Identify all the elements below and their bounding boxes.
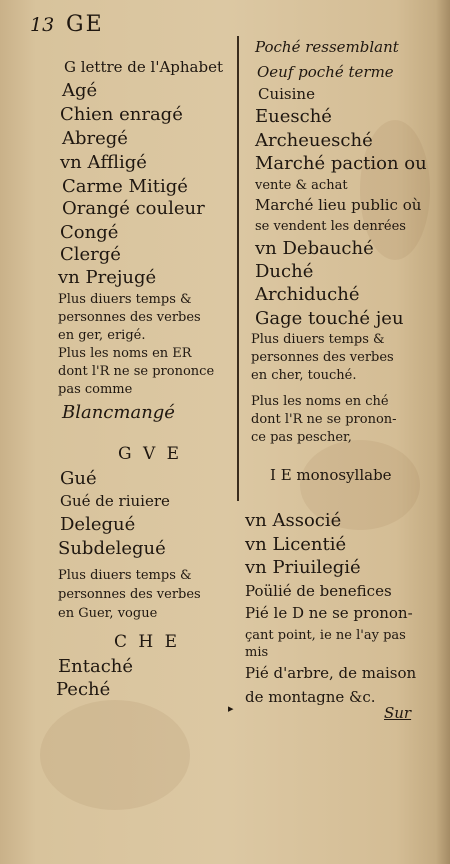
right-line: Marché lieu public où (255, 196, 422, 214)
left-line: Peché (56, 679, 111, 700)
right-line: Duché (255, 261, 314, 282)
right-line: vn Associé (245, 510, 342, 531)
left-line: vn Prejugé (58, 267, 157, 288)
left-line: dont l'R ne se prononce (58, 364, 215, 379)
section-heading: G V E (118, 444, 183, 464)
right-line: Poché ressemblant (255, 38, 399, 56)
left-line: Congé (60, 222, 119, 243)
left-line: Delegué (60, 514, 136, 535)
left-line: en Guer, vogue (58, 606, 158, 621)
right-line: ce pas pescher, (251, 430, 352, 445)
left-line: en ger, erigé. (58, 328, 146, 343)
left-line: Subdelegué (58, 538, 166, 559)
paper-stain (40, 700, 190, 810)
left-line: Agé (62, 80, 98, 101)
right-line: vn Debauché (255, 238, 374, 259)
section-heading: I E monosyllabe (270, 466, 392, 484)
left-line: vn Affligé (60, 152, 147, 173)
right-line: Archeuesché (255, 130, 373, 151)
left-line: Abregé (62, 128, 128, 149)
right-line: personnes des verbes (251, 350, 394, 365)
left-line: Plus diuers temps & (58, 292, 192, 307)
column-divider (237, 36, 239, 501)
right-line: Archiduché (255, 284, 360, 305)
left-line: personnes des verbes (58, 310, 201, 325)
section-heading: C H E (114, 632, 181, 652)
left-line: Blancmangé (62, 402, 175, 423)
left-line: G lettre de l'Aphabet (64, 58, 224, 76)
right-line: en cher, touché. (251, 368, 357, 383)
right-line: Pié d'arbre, de maison (245, 664, 417, 682)
right-line: çant point, ie ne l'ay pas (245, 628, 406, 643)
left-line: Entaché (58, 656, 134, 677)
catchword: Sur (384, 704, 412, 722)
left-line: Orangé couleur (62, 198, 205, 219)
left-line: pas comme (58, 382, 133, 397)
right-line: Oeuf poché terme (257, 63, 394, 81)
right-line: dont l'R ne se pronon- (251, 412, 397, 427)
right-line: Marché paction ou (255, 153, 427, 174)
left-line: Clergé (60, 244, 121, 265)
right-line: vn Licentié (245, 534, 347, 555)
printer-mark-icon: ▸ (228, 702, 234, 715)
right-line: Plus diuers temps & (251, 332, 385, 347)
right-line: vente & achat (255, 178, 348, 193)
right-line: Poülié de benefices (245, 582, 392, 600)
right-line: vn Priuilegié (245, 557, 361, 578)
right-line: Plus les noms en ché (251, 394, 389, 409)
right-line: mis (245, 645, 269, 660)
left-line: Carme Mitigé (62, 176, 188, 197)
right-line: se vendent les denrées (255, 219, 406, 234)
page-number: 13 (30, 14, 55, 36)
right-line: Gage touché jeu (255, 308, 404, 329)
right-line: Pié le D ne se pronon- (245, 604, 413, 622)
left-line: personnes des verbes (58, 587, 201, 602)
right-line: Cuisine (258, 85, 315, 103)
right-line: de montagne &c. (245, 688, 376, 706)
left-line: Chien enragé (60, 104, 183, 125)
running-title: GE (66, 12, 104, 37)
left-line: Plus les noms en ER (58, 346, 192, 361)
left-line: Gué de riuiere (60, 492, 170, 510)
right-line: Euesché (255, 106, 332, 127)
left-line: Gué (60, 468, 97, 489)
page-edge-shadow (436, 0, 450, 864)
left-line: Plus diuers temps & (58, 568, 192, 583)
